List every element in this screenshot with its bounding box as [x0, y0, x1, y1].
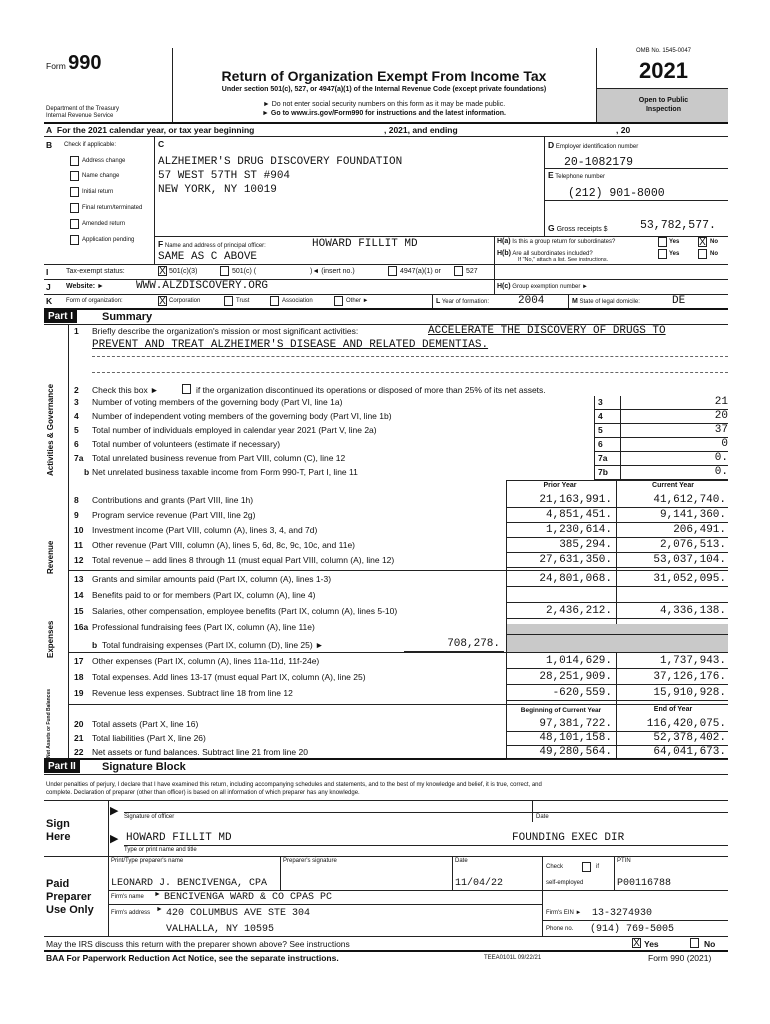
form-label [46, 52, 101, 75]
revenue-line-num: 8 [74, 495, 79, 505]
net-prior-value: 49,280,564. [539, 746, 612, 758]
expenses-row-rule [506, 634, 728, 635]
4947-label: 4947(a)(1) or [400, 268, 441, 275]
firm-ein: 13-3274930 [592, 908, 653, 919]
line-i-label: I [46, 267, 49, 277]
gov-row-rule [594, 479, 728, 480]
revenue-line-num: 11 [74, 540, 83, 550]
revenue-line-text: Total revenue – add lines 8 through 11 (must equal Part VIII, column (A), line 12) [92, 555, 395, 565]
check-applicable: Check if applicable: [64, 142, 117, 148]
phone-label: Phone no. [546, 926, 574, 932]
revenue-prior-value: 4,851,451. [545, 509, 612, 521]
org-name: ALZHEIMER'S DRUG DISCOVERY FOUNDATION [158, 156, 403, 168]
expenses-current-value: 31,052,095. [653, 573, 726, 585]
insert-no-label: )◄ (insert no.) [310, 268, 355, 275]
trust-label: Trust [236, 298, 250, 304]
gov-line-num: b [84, 467, 90, 477]
line-f: F Name and address of principal officer: [158, 239, 266, 249]
revenue-line-text: Investment income (Part VIII, column (A), lines 3, 4, and 7d) [92, 525, 318, 535]
side-net-assets: Net Assets or Fund Balances [46, 688, 52, 758]
gov-line-text: Net unrelated business taxable income from Form 990-T, Part I, line 11 [92, 467, 358, 477]
line-j-label: J [46, 282, 51, 292]
form-of-org: Form of organization: [66, 298, 123, 304]
final-return-checkbox[interactable] [70, 203, 79, 213]
if-label: if [596, 864, 599, 870]
net-current-value: 52,378,402. [653, 732, 726, 744]
gov-line-value: 0 [721, 438, 728, 450]
amended-return-checkbox[interactable] [70, 219, 79, 229]
omb-number: OMB No. 1545-0047 [635, 48, 692, 54]
expenses-line-text: Professional fundraising fees (Part IX, column (A), line 11e) [92, 622, 315, 632]
address-change-checkbox[interactable] [70, 156, 79, 166]
gov-line-num: 3 [74, 397, 79, 407]
expenses2-line-num: 18 [74, 672, 84, 682]
gov-line-num: 6 [74, 439, 79, 449]
revenue-current-value: 2,076,513. [659, 539, 726, 551]
line-a-end: , 20 [616, 125, 631, 135]
expenses2-prior-value: 28,251,909. [539, 671, 612, 683]
col-begin-year: Beginning of Current Year [520, 707, 602, 714]
gross-receipts-value: 53,782,577. [640, 219, 716, 232]
penalty-line2: complete. Declaration of preparer (other than officer) is based on all information of which preparer has any knowledge. [46, 790, 360, 796]
sign-arrow-icon: ▶ [110, 805, 119, 817]
discuss-question: May the IRS discuss this return with the preparer shown above? See instructions [46, 939, 350, 949]
application-pending-checkbox[interactable] [70, 235, 79, 245]
expenses-row-rule [506, 602, 728, 603]
ptin-label: PTIN [617, 858, 631, 864]
expenses2-row-rule [506, 684, 728, 685]
firm-ein-label: Firm's EIN ► [546, 910, 582, 916]
self-employed-checkbox[interactable] [582, 862, 591, 872]
part2-tag: Part II [44, 760, 80, 773]
signer-title: FOUNDING EXEC DIR [512, 832, 625, 844]
4947-checkbox[interactable] [388, 266, 397, 276]
other-label: Other ► [346, 298, 369, 304]
initial-return-checkbox[interactable] [70, 187, 79, 197]
revenue-line-text: Program service revenue (Part VIII, line 2g) [92, 510, 256, 520]
discontinued-checkbox[interactable] [182, 384, 191, 394]
revenue-row-rule [506, 537, 728, 538]
expenses-prior-value: 2,436,212. [545, 605, 612, 617]
side-revenue: Revenue [46, 540, 55, 574]
revenue-line-num: 12 [74, 555, 84, 565]
corporation-checkbox[interactable]: X [159, 296, 166, 307]
firm-addr-label: Firm's address [111, 910, 151, 916]
revenue-current-value: 41,612,740. [653, 494, 726, 506]
preparer-label: Preparer [46, 891, 92, 903]
col-end-year: End of Year [653, 706, 693, 713]
open-public-2: Inspection [645, 106, 681, 113]
firm-addr2: VALHALLA, NY 10595 [166, 924, 275, 935]
hb-note: If "No," attach a list. See instructions. [518, 257, 609, 263]
ha-yes-checkbox[interactable] [658, 237, 667, 247]
expenses-line-text: Grants and similar amounts paid (Part IX, column (A), lines 1-3) [92, 574, 332, 584]
527-checkbox[interactable] [454, 266, 463, 276]
gov-line-value: 0. [714, 452, 728, 464]
line-k-label: K [46, 296, 53, 306]
side-activities: Activities & Governance [46, 383, 55, 476]
discuss-no-label: No [704, 939, 716, 949]
check-label: Check [546, 864, 564, 870]
dept-treasury: Department of the Treasury [46, 106, 120, 112]
trust-checkbox[interactable] [224, 296, 233, 306]
net-prior-value: 48,101,158. [539, 732, 612, 744]
expenses2-prior-value: -620,559. [552, 687, 612, 699]
name-change-label: Name change [82, 173, 120, 179]
part1-tag: Part I [44, 310, 77, 323]
net-line-text: Net assets or fund balances. Subtract line 21 from line 20 [92, 747, 308, 757]
line-e: E Telephone number [548, 170, 605, 180]
line-d: D Employer identification number [548, 140, 639, 150]
association-checkbox[interactable] [270, 296, 279, 306]
net-line-text: Total liabilities (Part X, line 26) [92, 733, 206, 743]
net-current-value: 116,420,075. [646, 718, 726, 730]
gov-line-num: 7a [74, 453, 84, 463]
revenue-current-value: 53,037,104. [653, 554, 726, 566]
application-pending-label: Application pending [82, 237, 135, 243]
corporation-label: Corporation [169, 298, 201, 304]
line-c-label: C [158, 139, 165, 149]
org-city: NEW YORK, NY 10019 [158, 184, 277, 196]
line-g: G Gross receipts $ [548, 223, 608, 233]
line-m: M State of legal domicile: [572, 298, 640, 305]
officer-address: SAME AS C ABOVE [158, 251, 258, 263]
ha-yes-label: Yes [669, 239, 680, 245]
expenses-line-num: 16a [74, 622, 89, 632]
revenue-prior-value: 27,631,350. [539, 554, 612, 566]
line2-num: 2 [74, 385, 79, 395]
ptin-value: P00116788 [617, 878, 672, 889]
footer-code: TEEA0101L 09/22/21 [484, 955, 542, 961]
gov-line-box: 3 [598, 397, 603, 407]
expenses2-line-num: 17 [74, 656, 84, 666]
expenses2-line-text: Total expenses. Add lines 13-17 (must equal Part IX, column (A), line 25) [92, 672, 366, 682]
mission-line2: PREVENT AND TREAT ALZHEIMER'S DISEASE AND RELATED DEMENTIAS. [92, 339, 489, 351]
line2-text: Check this box ► [92, 385, 159, 395]
expenses-row-rule [506, 586, 728, 587]
gov-line-value: 37 [714, 424, 728, 436]
gov-line-text: Total number of volunteers (estimate if necessary) [92, 439, 281, 449]
ein-value: 20-1082179 [564, 156, 634, 169]
other-checkbox[interactable] [334, 296, 343, 306]
footer-baa: BAA For Paperwork Reduction Act Notice, see the separate instructions. [46, 953, 339, 963]
instructions-notice: ► Go to www.irs.gov/Form990 for instructions and the latest information. [262, 110, 506, 117]
revenue-prior-value: 385,294. [559, 539, 612, 551]
line-l: L Year of formation: [436, 298, 489, 305]
hb-no-checkbox[interactable] [698, 249, 707, 259]
line16b-num: b [92, 640, 98, 650]
footer-form: Form 990 (2021) [648, 953, 712, 963]
form-word: Form [46, 61, 66, 71]
self-employed-label: self-employed [546, 880, 584, 886]
501c3-label: 501(c)(3) [169, 268, 198, 275]
tax-year: 2021 [639, 58, 688, 83]
line-ha: H(a) Is this a group return for subordinates? [497, 238, 616, 245]
gov-line-text: Number of independent voting members of the governing body (Part VI, line 1b) [92, 411, 392, 421]
gov-line-value: 0. [714, 466, 728, 478]
association-label: Association [282, 298, 313, 304]
form-number: 990 [68, 52, 102, 74]
open-public-1: Open to Public [638, 97, 689, 104]
expenses-line-num: 13 [74, 574, 84, 584]
expenses2-line-text: Revenue less expenses. Subtract line 18 from line 12 [92, 688, 293, 698]
firm-addr-arrow-icon: ► [156, 906, 163, 913]
form-title: Return of Organization Exempt From Income Tax [221, 68, 547, 84]
gov-line-box: 7b [598, 467, 608, 477]
year-formation: 2004 [518, 295, 545, 307]
type-name-label: Type or print name and title [124, 847, 197, 853]
net-prior-value: 97,381,722. [539, 718, 612, 730]
org-street: 57 WEST 57TH ST #904 [158, 170, 291, 182]
irs-label: Internal Revenue Service [46, 113, 114, 119]
gov-line-box: 5 [598, 425, 603, 435]
paid-label: Paid [46, 878, 70, 890]
gov-line-num: 4 [74, 411, 79, 421]
line-a-mid: , 2021, and ending [384, 125, 458, 135]
line-hb: H(b) Are all subordinates included? [497, 250, 593, 257]
sign-label: Sign [46, 818, 70, 830]
form-990-page [44, 40, 728, 970]
signer-name: HOWARD FILLIT MD [126, 832, 232, 844]
side-expenses: Expenses [46, 620, 55, 658]
preparer-name: LEONARD J. BENCIVENGA, CPA [111, 878, 268, 889]
name-arrow-icon: ▶ [110, 833, 119, 845]
website-value[interactable]: WWW.ALZDISCOVERY.ORG [136, 280, 269, 292]
expenses-row-rule [506, 618, 728, 619]
penalty-line1: Under penalties of perjury, I declare that I have examined this return, including accompanying schedules and statements, and to the best of my knowledge and belief, it is true, correct, and [46, 782, 542, 788]
net-current-value: 64,041,673. [653, 746, 726, 758]
revenue-line-text: Other revenue (Part VIII, column (A), lines 5, 6d, 8c, 9c, 10c, and 11e) [92, 540, 355, 550]
revenue-row-rule [506, 522, 728, 523]
firm-addr1: 420 COLUMBUS AVE STE 304 [166, 908, 311, 919]
part1-title: Summary [102, 311, 153, 323]
revenue-prior-value: 1,230,614. [545, 524, 612, 536]
line-hc: H(c) Group exemption number ► [497, 283, 588, 290]
expenses2-current-value: 37,126,176. [653, 671, 726, 683]
net-line-text: Total assets (Part X, line 16) [92, 719, 199, 729]
net-line-num: 22 [74, 747, 84, 757]
gov-line-text: Total number of individuals employed in calendar year 2021 (Part V, line 2a) [92, 425, 377, 435]
tax-exempt-status: Tax-exempt status: [66, 268, 125, 275]
revenue-current-value: 9,141,360. [659, 509, 726, 521]
initial-return-label: Initial return [82, 189, 114, 195]
sig-date-label: Date [536, 814, 549, 820]
501c-checkbox[interactable] [220, 266, 229, 276]
preparer-phone: (914) 769-5005 [590, 924, 675, 935]
expenses-line-num: 15 [74, 606, 84, 616]
firm-name-arrow-icon: ► [154, 891, 161, 898]
527-label: 527 [466, 268, 478, 275]
expenses2-current-value: 1,737,943. [659, 655, 726, 667]
here-label: Here [46, 831, 71, 843]
amended-return-label: Amended return [82, 221, 126, 227]
line16b-value: 708,278. [447, 638, 500, 650]
expenses-prior-value: 24,801,068. [539, 573, 612, 585]
expenses-line-text: Salaries, other compensation, employee benefits (Part IX, column (A), lines 5-10) [92, 606, 398, 616]
revenue-row-rule [506, 507, 728, 508]
part2-title: Signature Block [102, 761, 186, 773]
gov-line-box: 6 [598, 439, 603, 449]
prep-date-label: Date [455, 858, 468, 864]
gov-line-text: Number of voting members of the governing body (Part VI, line 1a) [92, 397, 343, 407]
sig-officer-label: Signature of officer [124, 814, 175, 820]
revenue-prior-value: 21,163,991. [539, 494, 612, 506]
ssn-notice: ► Do not enter social security numbers on this form as it may be made public. [262, 101, 506, 108]
501c3-checkbox[interactable]: X [159, 266, 166, 277]
expenses2-row-rule [506, 700, 728, 701]
expenses-line-text: Benefits paid to or for members (Part IX, column (A), line 4) [92, 590, 316, 600]
address-change-label: Address change [82, 158, 126, 164]
revenue-line-num: 9 [74, 510, 79, 520]
website-label: Website: ► [66, 283, 104, 290]
form-subtitle: Under section 501(c), 527, or 4947(a)(1) of the Internal Revenue Code (except private foundations) [221, 86, 547, 93]
gov-line-box: 4 [598, 411, 603, 421]
discuss-no-checkbox[interactable] [690, 938, 699, 948]
line-b-label: B [46, 140, 53, 150]
preparer-date: 11/04/22 [455, 878, 504, 889]
revenue-row-rule [506, 552, 728, 553]
net-line-num: 20 [74, 719, 84, 729]
hb-yes-label: Yes [669, 251, 680, 257]
ha-no-label: No [710, 239, 718, 245]
hb-no-label: No [710, 251, 718, 257]
line2-rest: if the organization discontinued its operations or disposed of more than 25% of its net assets. [196, 385, 546, 395]
revenue-line-text: Contributions and grants (Part VIII, line 1h) [92, 495, 254, 505]
use-only-label: Use Only [46, 904, 94, 916]
prep-sig-label: Preparer's signature [283, 858, 337, 864]
revenue-row-rule [506, 567, 728, 568]
expenses2-line-text: Other expenses (Part IX, column (A), lines 11a-11d, 11f-24e) [92, 656, 320, 666]
phone-value: (212) 901-8000 [568, 187, 665, 200]
501c-label: 501(c) ( [232, 268, 257, 275]
firm-name-label: Firm's name [111, 894, 144, 900]
line16b-text: Total fundraising expenses (Part IX, column (D), line 25) ► [102, 640, 324, 650]
gov-line-text: Total unrelated business revenue from Part VIII, column (C), line 12 [92, 453, 346, 463]
expenses2-line-num: 19 [74, 688, 84, 698]
expenses2-current-value: 15,910,928. [653, 687, 726, 699]
firm-name: BENCIVENGA WARD & CO CPAS PC [164, 892, 333, 903]
name-change-checkbox[interactable] [70, 171, 79, 181]
expenses2-prior-value: 1,014,629. [545, 655, 612, 667]
mission-line1: ACCELERATE THE DISCOVERY OF DRUGS TO [428, 325, 666, 337]
revenue-line-num: 10 [74, 525, 84, 535]
line1-num: 1 [74, 326, 79, 336]
gov-line-value: 21 [714, 396, 728, 408]
state-domicile: DE [672, 295, 686, 307]
expenses-line-num: 14 [74, 590, 84, 600]
net-row-rule [506, 759, 728, 760]
final-return-label: Final return/terminated [82, 205, 143, 211]
revenue-current-value: 206,491. [673, 524, 726, 536]
line-a: A For the 2021 calendar year, or tax year beginning [46, 125, 255, 135]
gov-line-num: 5 [74, 425, 79, 435]
col-prior-year: Prior Year [543, 482, 577, 489]
gov-line-box: 7a [598, 453, 608, 463]
col-current-year: Current Year [652, 482, 694, 489]
gov-line-value: 20 [714, 410, 728, 422]
discuss-yes-label: Yes [644, 939, 659, 949]
principal-officer: HOWARD FILLIT MD [312, 238, 418, 250]
prep-name-label: Print/Type preparer's name [111, 858, 184, 864]
expenses-current-value: 4,336,138. [659, 605, 726, 617]
discuss-yes-checkbox[interactable]: X [633, 938, 640, 949]
hb-yes-checkbox[interactable] [658, 249, 667, 259]
ha-no-checkbox[interactable]: X [699, 237, 706, 248]
line1-text: Briefly describe the organization's mission or most significant activities: [92, 326, 359, 336]
expenses2-row-rule [506, 668, 728, 669]
net-line-num: 21 [74, 733, 84, 743]
